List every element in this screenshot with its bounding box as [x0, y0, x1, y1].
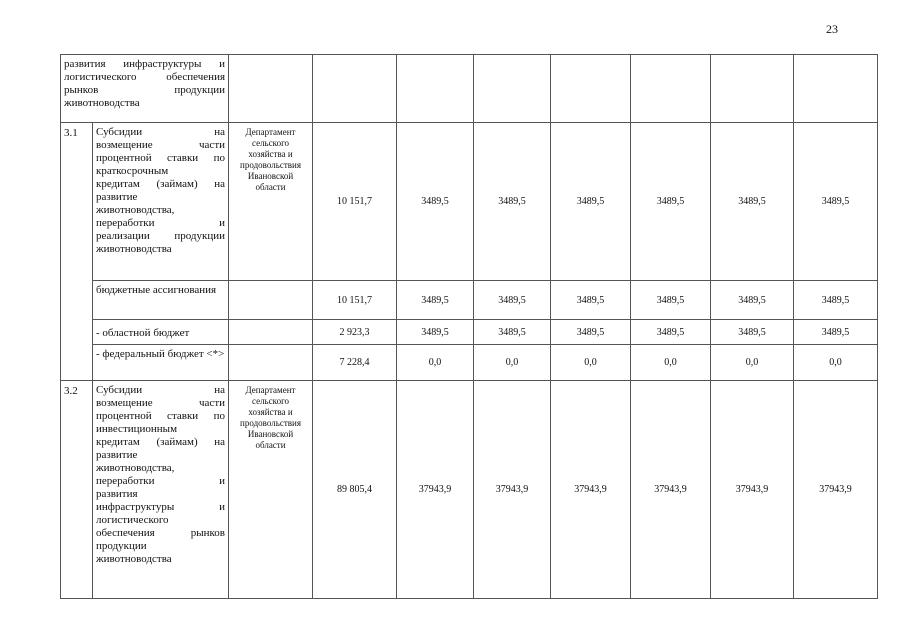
value-cell: 10 151,7	[313, 281, 397, 320]
value-cell: 0,0	[474, 345, 551, 381]
budget-table	[60, 54, 878, 599]
value-cell	[794, 55, 878, 123]
value-cell	[631, 55, 711, 123]
value-cell: 3489,5	[397, 281, 474, 320]
table-row	[61, 123, 878, 281]
value-cell: 3489,5	[794, 123, 878, 281]
value-cell: 10 151,7	[313, 123, 397, 281]
value-cell: 37943,9	[551, 381, 631, 599]
value-cell: 3489,5	[711, 123, 794, 281]
value-cell: 3489,5	[711, 281, 794, 320]
row-name: Субсидии на возмещение части процентной ставки по краткосрочным кредитам (займам) на развитие животноводства, переработки и реализации продукции животноводства	[93, 123, 229, 281]
value-cell: 37943,9	[474, 381, 551, 599]
value-cell: 0,0	[551, 345, 631, 381]
value-cell	[313, 55, 397, 123]
value-cell: 37943,9	[397, 381, 474, 599]
value-cell: 37943,9	[794, 381, 878, 599]
table-row	[61, 281, 878, 320]
value-cell: 3489,5	[631, 320, 711, 345]
value-cell	[711, 55, 794, 123]
value-cell	[474, 55, 551, 123]
department-cell	[229, 320, 313, 345]
value-cell: 0,0	[631, 345, 711, 381]
value-cell: 3489,5	[551, 281, 631, 320]
value-cell: 2 923,3	[313, 320, 397, 345]
department-cell: Департамент сельского хозяйства и продовольствия Ивановской области	[229, 381, 313, 599]
row-name-continuation: развития инфраструктуры и логистического обеспечения рынков продукции животноводства	[61, 55, 229, 123]
value-cell: 3489,5	[551, 320, 631, 345]
value-cell: 37943,9	[711, 381, 794, 599]
value-cell: 7 228,4	[313, 345, 397, 381]
value-cell: 0,0	[397, 345, 474, 381]
department-cell	[229, 281, 313, 320]
page-number: 23	[826, 22, 838, 36]
row-name: - областной бюджет	[93, 320, 229, 345]
value-cell: 3489,5	[631, 123, 711, 281]
value-cell: 89 805,4	[313, 381, 397, 599]
value-cell	[551, 55, 631, 123]
value-cell: 3489,5	[474, 281, 551, 320]
value-cell: 3489,5	[631, 281, 711, 320]
value-cell: 0,0	[711, 345, 794, 381]
table-row	[61, 381, 878, 599]
value-cell: 3489,5	[474, 123, 551, 281]
department-cell	[229, 55, 313, 123]
table-row	[61, 55, 878, 123]
value-cell	[397, 55, 474, 123]
table-row	[61, 345, 878, 381]
value-cell: 3489,5	[794, 320, 878, 345]
value-cell: 3489,5	[397, 123, 474, 281]
value-cell: 3489,5	[711, 320, 794, 345]
row-name: Субсидии на возмещение части процентной ставки по инвестиционным кредитам (займам) на развитие животноводства, переработки и развития инфраструктуры и логистического обеспечения рынков продукции животноводства	[93, 381, 229, 599]
row-index: 3.2	[61, 381, 93, 599]
value-cell: 0,0	[794, 345, 878, 381]
value-cell: 3489,5	[551, 123, 631, 281]
row-name: бюджетные ассигнования	[93, 281, 229, 320]
table-row	[61, 320, 878, 345]
value-cell: 37943,9	[631, 381, 711, 599]
row-name: - федеральный бюджет <*>	[93, 345, 229, 381]
department-cell: Департамент сельского хозяйства и продовольствия Ивановской области	[229, 123, 313, 281]
department-cell	[229, 345, 313, 381]
value-cell: 3489,5	[794, 281, 878, 320]
row-index: 3.1	[61, 123, 93, 381]
value-cell: 3489,5	[474, 320, 551, 345]
value-cell: 3489,5	[397, 320, 474, 345]
